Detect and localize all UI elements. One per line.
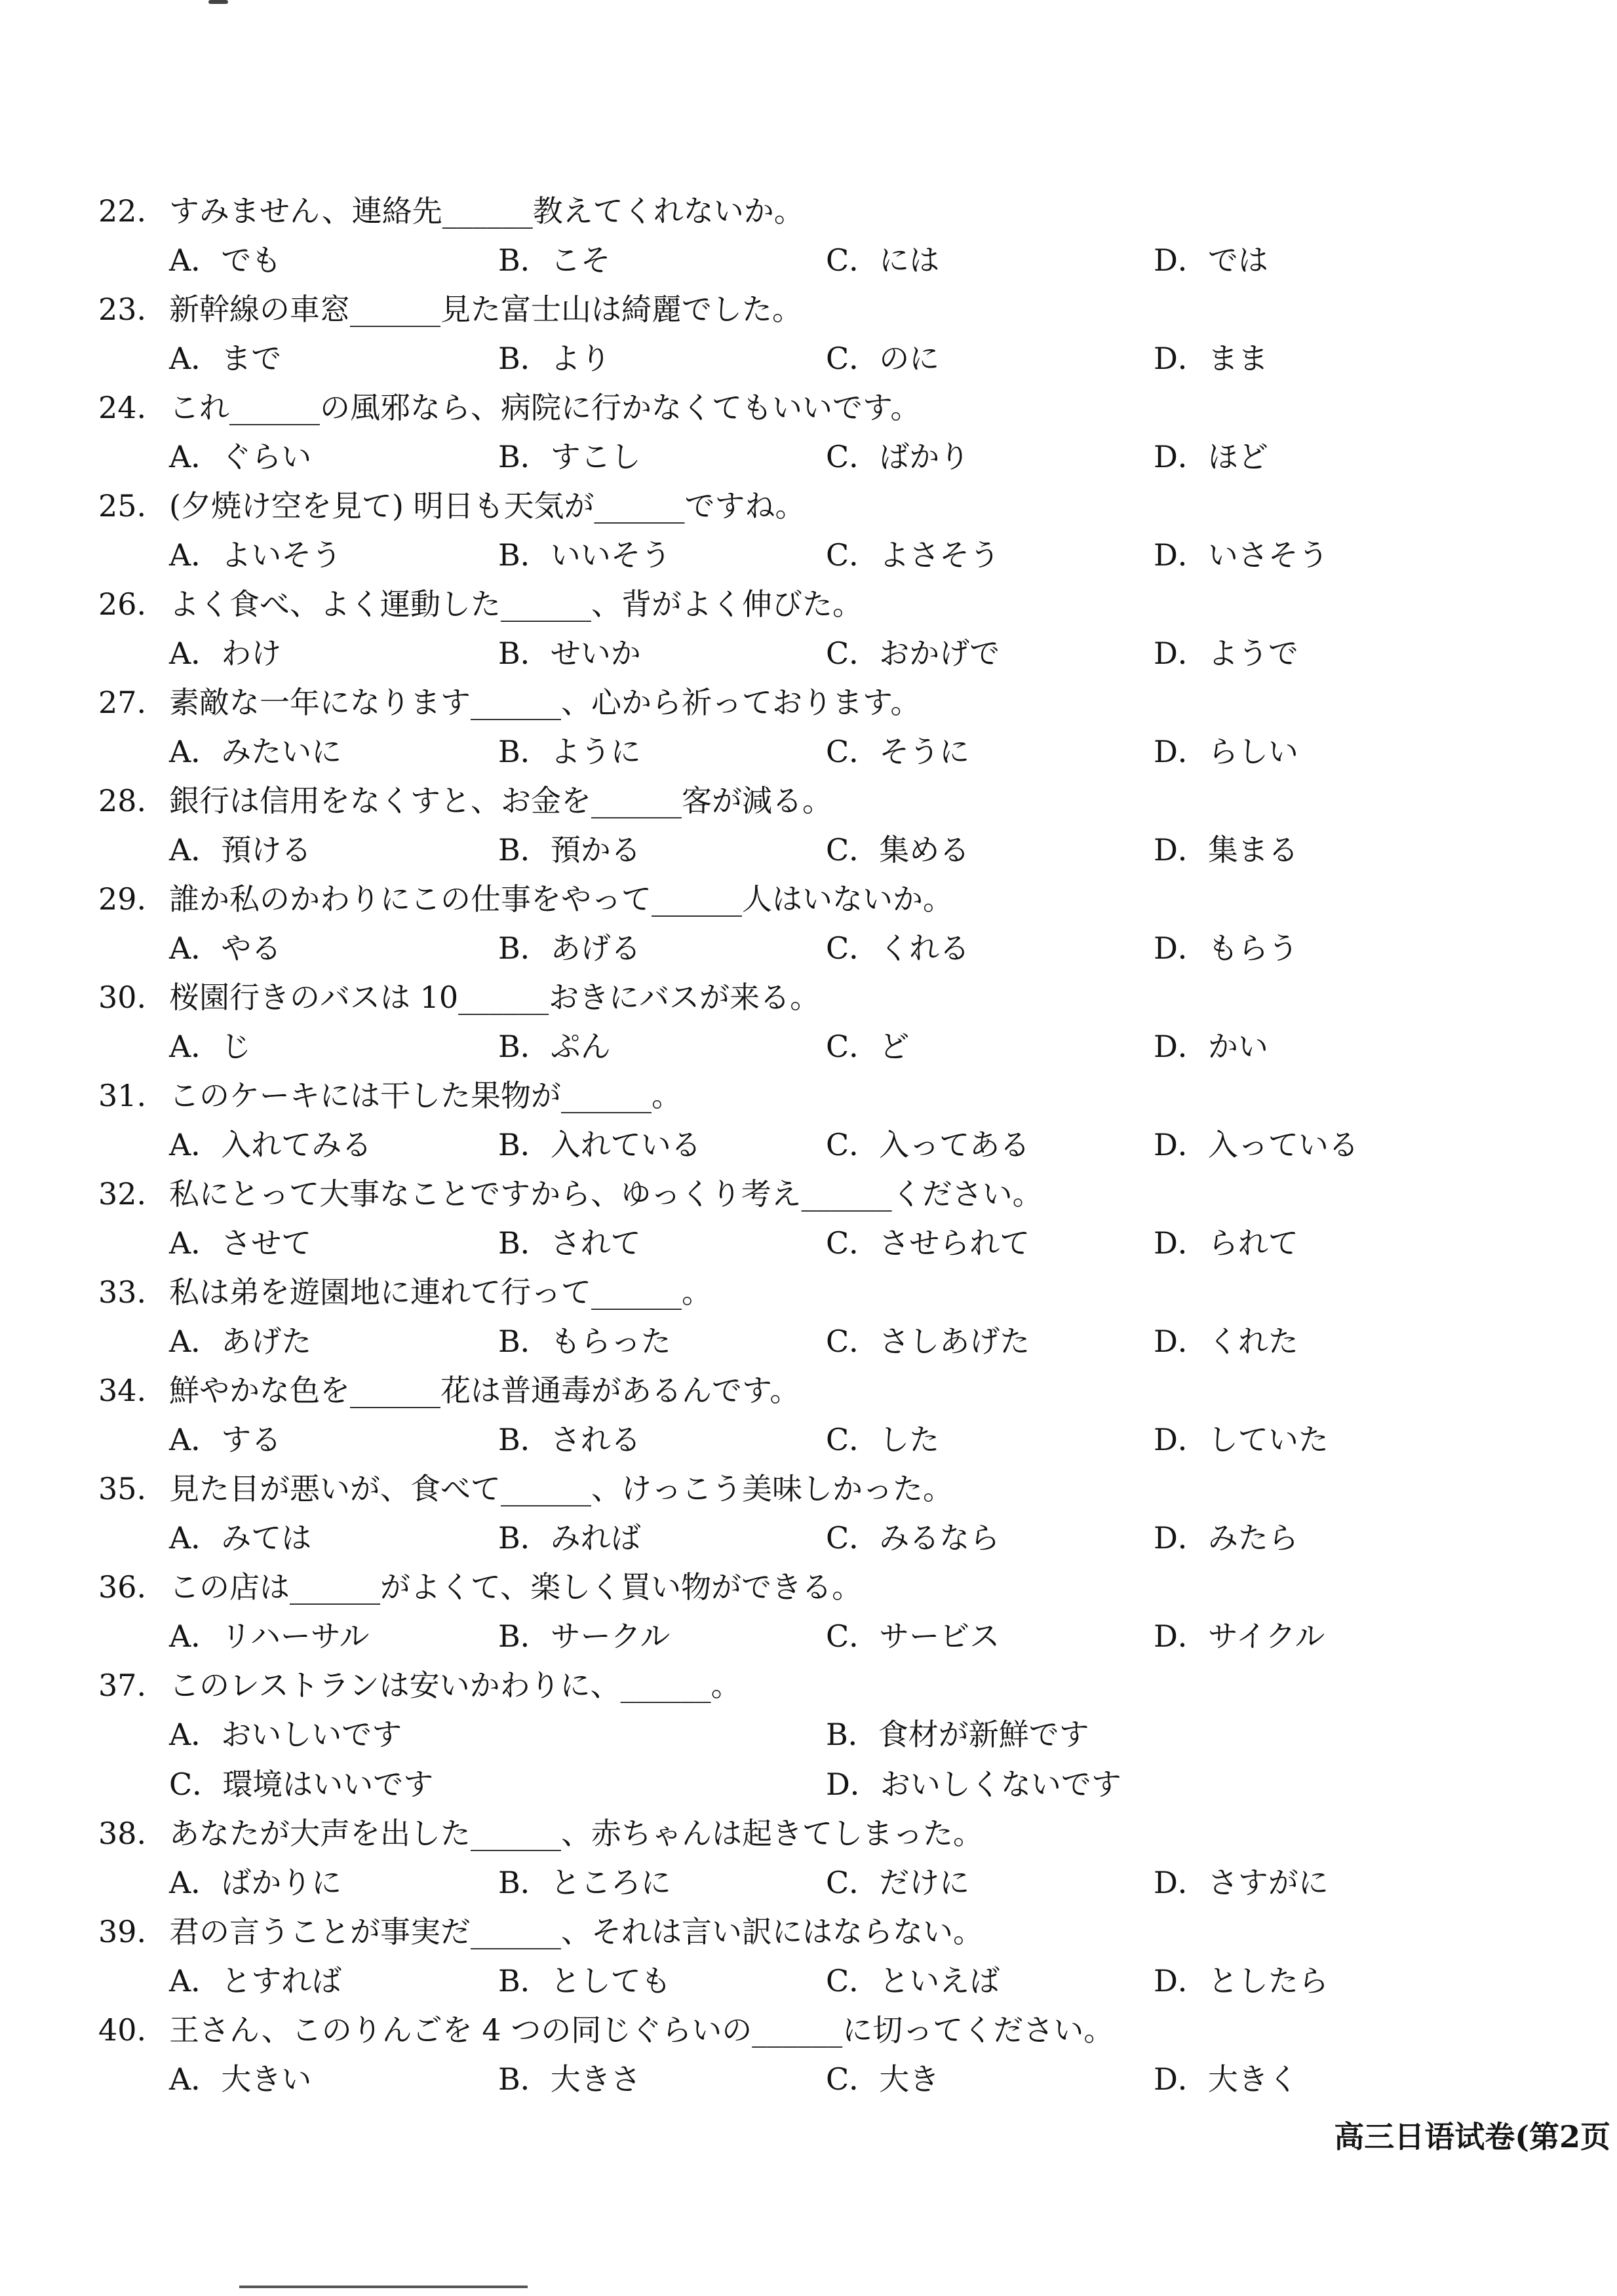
answer-option: D．大きく [1154, 2061, 1298, 2097]
question-item [98, 2006, 1527, 2104]
options-row [98, 1120, 1527, 1170]
question-item [98, 580, 1527, 678]
question-stem [98, 973, 1527, 1022]
options-row [98, 334, 1527, 383]
question-number: 24. [98, 390, 147, 425]
scan-mark [208, 0, 228, 4]
question-number: 22. [98, 193, 147, 229]
question-stem [98, 1170, 1527, 1218]
question-number: 25. [98, 488, 147, 524]
answer-option: C．といえば [826, 1963, 1000, 1999]
answer-option: A．大きい [169, 2061, 312, 2097]
question-stem [98, 383, 1527, 432]
answer-option: D．まま [1154, 341, 1268, 376]
answer-option: B．ところに [498, 1865, 671, 1900]
answer-option: D．では [1154, 242, 1268, 278]
answer-option: A．でも [169, 242, 282, 278]
question-item [98, 1071, 1527, 1170]
answer-option: C．大き [826, 2061, 940, 2097]
answer-option: A．じ [169, 1029, 252, 1064]
answer-option: B．されて [498, 1225, 641, 1261]
options-row [98, 923, 1527, 973]
answer-option: D．ようで [1154, 636, 1298, 671]
question-number: 26. [98, 586, 147, 622]
answer-option: A．預ける [169, 832, 312, 868]
question-item [98, 1809, 1527, 1907]
question-item [98, 383, 1527, 482]
answer-option: D．かい [1154, 1029, 1268, 1064]
question-number: 40. [98, 2012, 147, 2048]
answer-option: D．していた [1154, 1422, 1329, 1457]
question-number: 38. [98, 1816, 147, 1851]
answer-option: C．おかげで [826, 636, 1000, 671]
question-stem [98, 1661, 1527, 1710]
question-stem [98, 285, 1527, 334]
options-row [98, 530, 1527, 580]
question-number: 23. [98, 292, 147, 327]
question-text: これ______の風邪なら、病院に行かなくてもいいです。 [169, 390, 921, 425]
options-row [98, 1710, 1527, 1759]
answer-option: B．大きさ [498, 2061, 641, 2097]
answer-option: D．くれた [1154, 1324, 1298, 1359]
answer-option: C．ど [826, 1029, 910, 1064]
question-text: 誰か私のかわりにこの仕事をやって______人はいないか。 [169, 881, 953, 917]
answer-option: A．まで [169, 341, 282, 376]
question-text: 新幹線の車窓______見た富士山は綺麗でした。 [169, 292, 802, 327]
answer-option: A．おいしいです [169, 1717, 402, 1752]
answer-option: C．そうに [826, 734, 970, 769]
question-text: 桜園行きのバスは 10______おきにバスが来る。 [169, 980, 821, 1015]
question-text: よく食べ、よく運動した______、背がよく伸びた。 [169, 586, 863, 622]
options-row [98, 628, 1527, 678]
question-stem [98, 1563, 1527, 1611]
answer-option: C．には [826, 242, 940, 278]
answer-option: A．みたいに [169, 734, 342, 769]
question-item [98, 1907, 1527, 2006]
answer-option: C．さしあげた [826, 1324, 1030, 1359]
answer-option: B．預かる [498, 832, 641, 868]
answer-option: A．あげた [169, 1324, 312, 1359]
question-stem [98, 2006, 1527, 2054]
answer-option: C．くれる [826, 930, 970, 966]
question-text: 見た目が悪いが、食べて______、けっこう美味しかった。 [169, 1471, 953, 1506]
answer-option: A．ばかりに [169, 1865, 342, 1900]
question-text: あなたが大声を出した______、赤ちゃんは起きてしまった。 [169, 1816, 983, 1851]
question-stem [98, 1809, 1527, 1858]
question-text: 銀行は信用をなくすと、お金を______客が減る。 [169, 783, 832, 818]
question-item [98, 1661, 1527, 1809]
question-text: 鮮やかな色を______花は普通毒があるんです。 [169, 1373, 800, 1408]
answer-option: D．さすがに [1154, 1865, 1329, 1900]
answer-option: B．より [498, 341, 611, 376]
question-number: 29. [98, 881, 147, 917]
question-item [98, 1464, 1527, 1563]
answer-option: B．としても [498, 1963, 671, 1999]
answer-option: C．した [826, 1422, 940, 1457]
options-row [98, 825, 1527, 875]
options-row [98, 235, 1527, 285]
answer-option: D．としたら [1154, 1963, 1329, 1999]
question-text: このレストランは安いかわりに、______。 [169, 1668, 741, 1703]
question-item [98, 678, 1527, 776]
question-item [98, 776, 1527, 875]
answer-option: A．とすれば [169, 1963, 342, 1999]
answer-option: D．サイクル [1154, 1618, 1325, 1654]
answer-option: D．みたら [1154, 1520, 1298, 1556]
answer-option: D．らしい [1154, 734, 1298, 769]
question-stem [98, 482, 1527, 530]
answer-option: D．集まる [1154, 832, 1298, 868]
options-row [98, 1513, 1527, 1563]
question-stem [98, 1071, 1527, 1120]
answer-option: B．もらった [498, 1324, 671, 1359]
answer-option: B．みれば [498, 1520, 641, 1556]
answer-option: B．せいか [498, 636, 641, 671]
question-item [98, 187, 1527, 285]
answer-option: B．ぷん [498, 1029, 611, 1064]
question-number: 37. [98, 1668, 147, 1703]
question-stem [98, 580, 1527, 628]
options-row [98, 1759, 1527, 1809]
question-text: この店は______がよくて、楽しく買い物ができる。 [169, 1569, 863, 1605]
question-stem [98, 1464, 1527, 1513]
answer-option: A．入れてみる [169, 1127, 372, 1162]
answer-option: A．わけ [169, 636, 282, 671]
bottom-rule [239, 2286, 528, 2288]
options-row [98, 1858, 1527, 1907]
answer-option: B．こそ [498, 242, 611, 278]
question-stem [98, 1268, 1527, 1316]
question-number: 30. [98, 980, 147, 1015]
answer-option: A．みては [169, 1520, 312, 1556]
question-item [98, 1170, 1527, 1268]
question-number: 34. [98, 1373, 147, 1408]
options-row [98, 1611, 1527, 1661]
question-item [98, 482, 1527, 580]
question-item [98, 285, 1527, 383]
question-text: このケーキには干した果物が______。 [169, 1078, 682, 1113]
question-number: 36. [98, 1569, 147, 1605]
answer-option: C．のに [826, 341, 940, 376]
answer-option: C．サービス [826, 1618, 1000, 1654]
page-footer: 高三日语试卷(第2页 [1334, 2119, 1610, 2154]
answer-option: D．ほど [1154, 439, 1268, 474]
question-item [98, 1366, 1527, 1464]
answer-option: B．食材が新鮮です [826, 1717, 1089, 1752]
options-row [98, 727, 1527, 776]
question-number: 39. [98, 1914, 147, 1949]
options-row [98, 1956, 1527, 2006]
question-item [98, 1268, 1527, 1366]
question-stem [98, 875, 1527, 923]
answer-option: A．ぐらい [169, 439, 312, 474]
question-stem [98, 678, 1527, 727]
answer-option: A．させて [169, 1225, 312, 1261]
answer-option: C．入ってある [826, 1127, 1030, 1162]
answer-option: A．やる [169, 930, 282, 966]
question-stem [98, 1366, 1527, 1415]
question-stem [98, 1907, 1527, 1956]
answer-option: C．環境はいいです [169, 1767, 434, 1802]
question-stem [98, 776, 1527, 825]
answer-option: B．あげる [498, 930, 641, 966]
answer-option: B．サークル [498, 1618, 671, 1654]
answer-option: B．いいそう [498, 537, 671, 573]
question-stem [98, 187, 1527, 235]
answer-option: A．リハーサル [169, 1618, 370, 1654]
options-row [98, 1316, 1527, 1366]
answer-option: B．ように [498, 734, 641, 769]
answer-option: D．られて [1154, 1225, 1298, 1261]
answer-option: A．よいそう [169, 537, 342, 573]
question-text: 王さん、このりんごを 4 つの同じぐらいの______に切ってください。 [169, 2012, 1114, 2048]
question-item [98, 875, 1527, 973]
question-number: 31. [98, 1078, 147, 1113]
question-item [98, 973, 1527, 1071]
answer-option: A．する [169, 1422, 282, 1457]
answer-option: C．だけに [826, 1865, 970, 1900]
answer-option: C．よさそう [826, 537, 1000, 573]
question-text: 素敵な一年になります______、心から祈っております。 [169, 685, 921, 720]
options-row [98, 2054, 1527, 2104]
answer-option: D．おいしくないです [826, 1767, 1121, 1802]
answer-option: D．いさそう [1154, 537, 1329, 573]
options-row [98, 1415, 1527, 1464]
answer-option: C．集める [826, 832, 970, 868]
question-number: 28. [98, 783, 147, 818]
answer-option: D．もらう [1154, 930, 1298, 966]
question-item [98, 1563, 1527, 1661]
answer-option: C．させられて [826, 1225, 1030, 1261]
question-number: 27. [98, 685, 147, 720]
answer-option: B．入れている [498, 1127, 701, 1162]
question-text: (夕焼け空を見て) 明日も天気が______ですね。 [169, 488, 806, 524]
question-number: 32. [98, 1176, 147, 1212]
options-row [98, 1022, 1527, 1071]
question-text: すみません、連絡先______教えてくれないか。 [169, 193, 804, 229]
answer-option: B．される [498, 1422, 641, 1457]
answer-option: C．ばかり [826, 439, 970, 474]
answer-option: B．すこし [498, 439, 641, 474]
question-text: 君の言うことが事実だ______、それは言い訳にはならない。 [169, 1914, 983, 1949]
options-row [98, 1218, 1527, 1268]
question-text: 私にとって大事なことですから、ゆっくり考え______ください。 [169, 1176, 1043, 1212]
question-number: 35. [98, 1471, 147, 1506]
options-row [98, 432, 1527, 482]
question-number: 33. [98, 1274, 147, 1310]
answer-option: C．みるなら [826, 1520, 1000, 1556]
question-text: 私は弟を遊園地に連れて行って______。 [169, 1274, 712, 1310]
answer-option: D．入っている [1154, 1127, 1359, 1162]
